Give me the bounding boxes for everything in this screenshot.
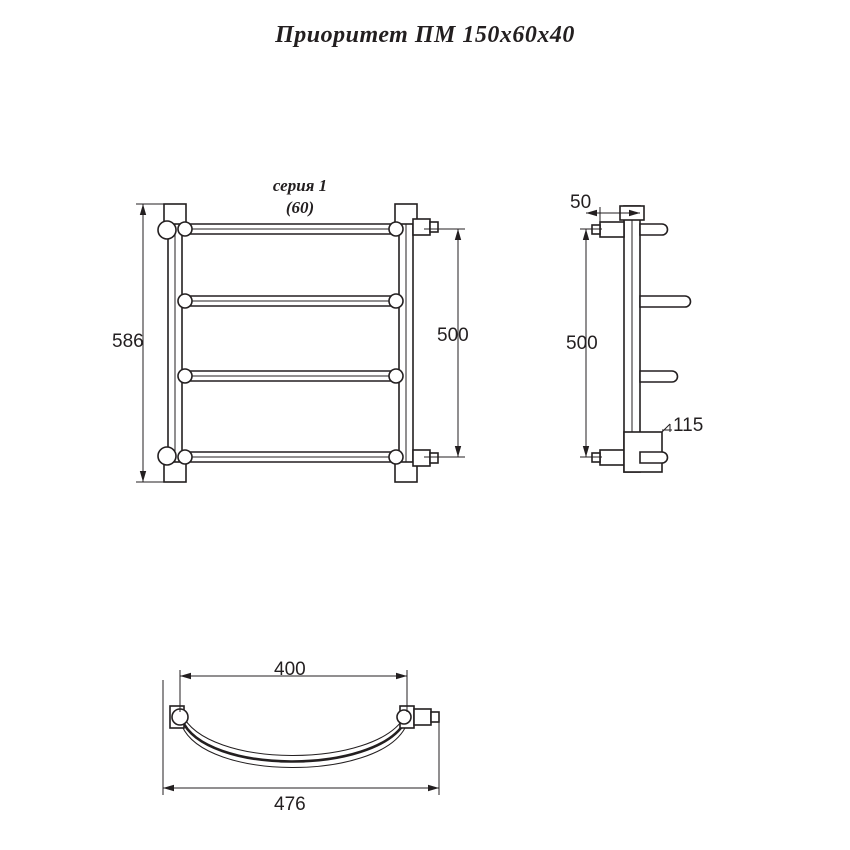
dimension-50: 50	[570, 192, 592, 213]
series-sublabel: (60)	[285, 198, 315, 217]
dimension-586: 586	[112, 331, 144, 352]
top-view	[163, 670, 439, 795]
front-view	[136, 204, 465, 482]
dimline-400	[180, 670, 407, 712]
dimline-115	[662, 424, 672, 432]
dimension-115: 115	[673, 415, 704, 436]
dimension-500-front: 500	[437, 325, 469, 346]
front-right-post	[395, 204, 438, 482]
dimline-500-side	[580, 229, 602, 457]
dimline-500-front	[424, 229, 465, 457]
front-left-post	[158, 204, 186, 482]
side-rails	[640, 224, 691, 463]
dimension-500-side: 500	[566, 333, 598, 354]
page-title: Приоритет ПМ 150х60х40	[275, 22, 575, 48]
dimension-400: 400	[274, 659, 306, 680]
side-view	[580, 206, 691, 472]
dimension-476: 476	[274, 794, 306, 815]
series-label: серия 1	[272, 176, 328, 195]
top-right-fitting	[397, 706, 439, 728]
front-rails	[178, 222, 403, 464]
